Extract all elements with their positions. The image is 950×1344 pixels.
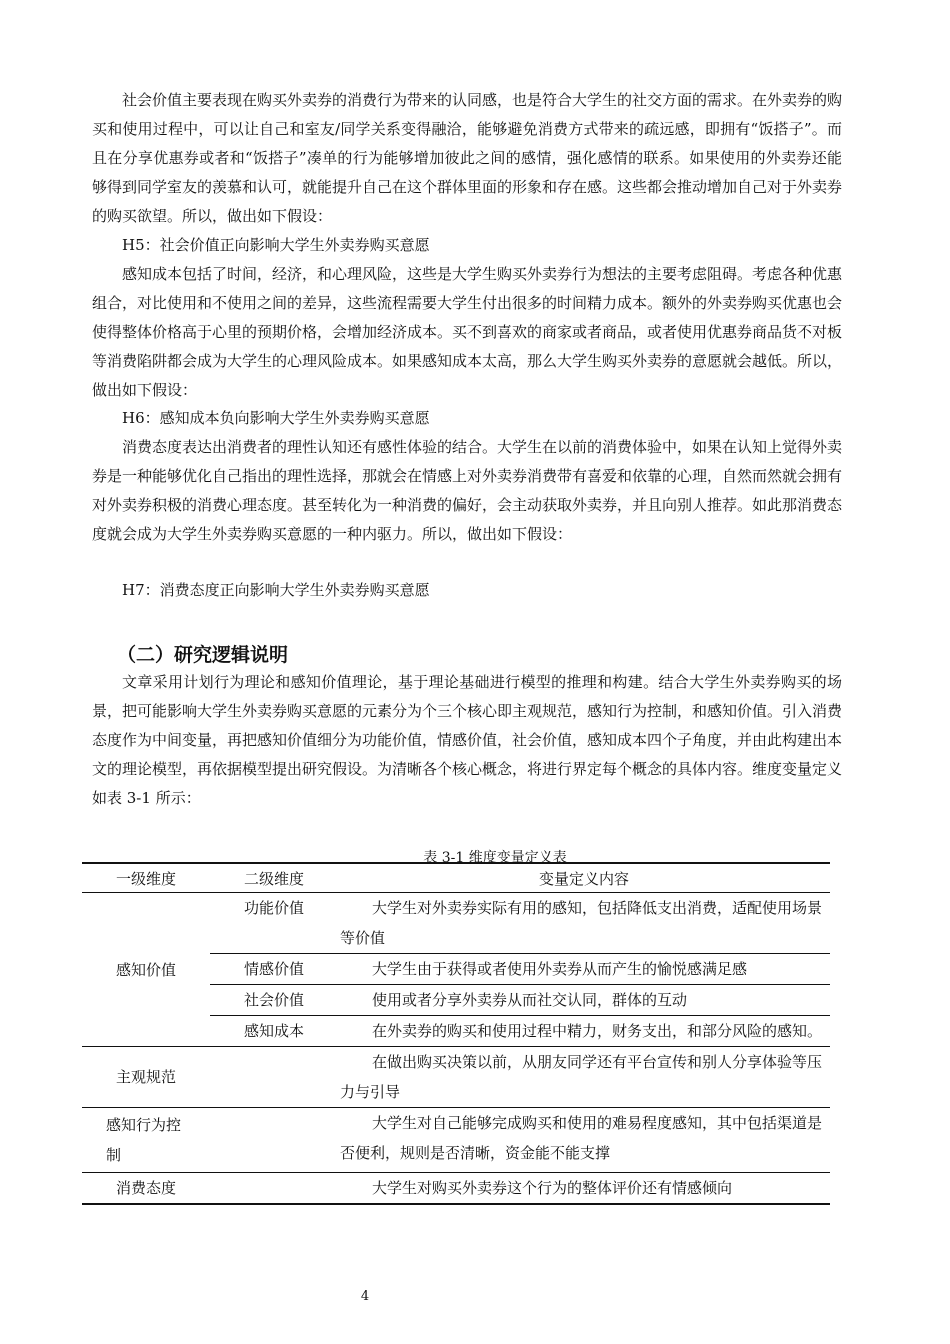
paragraph-research-logic: 文章采用计划行为理论和感知价值理论，基于理论基础进行模型的推理和构建。结合大学生外卖券购买的场景，把可能影响大学生外卖券购买意愿的元素分为个三个核心即主观规范，感知行为控制，和感知价值。引入消费态度作为中间变量，再把感知价值细分为功能价值，情感价值，社会价值，感知成本四个子角度，并由此构建出本文的理论模型，再依据模型提出研究假设。为清晰各个核心概念，将进行界定每个概念的具体内容。维度变量定义如表 3-1 所示：: [92, 673, 843, 807]
hypothesis-h7: H7：消费态度正向影响大学生外卖券购买意愿: [122, 581, 430, 599]
empty-cell: [210, 1108, 338, 1173]
paragraph-perceived-cost: 感知成本包括了时间，经济，和心理风险，这些是大学生购买外卖券行为想法的主要考虑阻碍。考虑各种优惠组合，对比使用和不使用之间的差异，这些流程需要大学生付出很多的时间精力成本。额外的外卖券购买优惠也会使得整体价格高于心里的预期价格，会增加经济成本。买不到喜欢的商家或者商品，或者使用优惠券商品货不对板等消费陷阱都会成为大学生的心理风险成本。如果感知成本太高，那么大学生购买外卖券的意愿就会越低。所以，做出如下假设：: [92, 265, 843, 399]
table-row: [82, 1173, 830, 1205]
table-row: [82, 893, 830, 954]
perceived-value-cell: 感知价值: [82, 893, 210, 1047]
definition-cell: 大学生由于获得或者使用外卖券从而产生的愉悦感满足感: [338, 954, 830, 985]
empty-cell: [210, 1047, 338, 1108]
sub-dimension-cell: 功能价值: [210, 893, 338, 954]
attitude-cell: 消费态度: [115, 1179, 176, 1197]
header-level1: 一级维度: [82, 863, 210, 893]
paragraph-attitude: 消费态度表达出消费者的理性认知还有感性体验的结合。大学生在以前的消费体验中，如果在认知上觉得外卖券是一种能够优化自己指出的理性选择，那就会在情感上对外卖券消费带有喜爱和依靠的心理，自然而然就会拥有对外卖券积极的消费心理态度。甚至转化为一种消费的偏好，会主动获取外卖券，并且向别人推荐。如此那消费态度就会成为大学生外卖券购买意愿的一种内驱力。所以，做出如下假设：: [92, 438, 843, 543]
hypothesis-h5: H5：社会价值正向影响大学生外卖券购买意愿: [122, 236, 430, 254]
table-row: [82, 1108, 830, 1173]
definition-cell: 在做出购买决策以前，从朋友同学还有平台宣传和别人分享体验等压力与引导: [338, 1047, 830, 1108]
sub-dimension-cell: 社会价值: [210, 985, 338, 1016]
sub-dimension-cell: 情感价值: [210, 954, 338, 985]
definition-cell: 大学生对外卖券实际有用的感知，包括降低支出消费，适配使用场景等价值: [338, 893, 830, 954]
sub-dimension-cell: 感知成本: [210, 1016, 338, 1047]
table-caption: 表 3-1 维度变量定义表: [423, 850, 567, 866]
page-number: 4: [360, 1289, 370, 1304]
definition-cell: 使用或者分享外卖券从而社交认同，群体的互动: [338, 985, 830, 1016]
paragraph-social-value: 社会价值主要表现在购买外卖券的消费行为带来的认同感，也是符合大学生的社交方面的需求。在外卖券的购买和使用过程中，可以让自己和室友/同学关系变得融洽，能够避免消费方式带来的疏远感，即拥有“饭搭子”。而且在分享优惠券或者和“饭搭子”凑单的行为能够增加彼此之间的感情，强化感情的联系。如果使用的外卖券还能够得到同学室友的羡慕和认可，就能提升自己在这个群体里面的形象和存在感。这些都会推动增加自己对于外卖券的购买欲望。所以，做出如下假设：: [92, 91, 843, 225]
table-row: [82, 1047, 830, 1108]
section-heading: （二）研究逻辑说明: [117, 644, 289, 666]
hypothesis-h6: H6：感知成本负向影响大学生外卖券购买意愿: [122, 409, 430, 427]
variable-definition-table: [82, 862, 830, 1205]
definition-cell: 大学生对自己能够完成购买和使用的难易程度感知，其中包括渠道是否便利，规则是否清晰，资金能不能支撑: [338, 1108, 830, 1173]
pbc-cell: [82, 1108, 210, 1173]
header-level2: 二级维度: [210, 863, 338, 893]
subjective-norm-cell: 主观规范: [82, 1047, 210, 1108]
definition-cell: 在外卖券的购买和使用过程中精力，财务支出，和部分风险的感知。: [338, 1016, 830, 1047]
table-header-row: [82, 863, 830, 893]
empty-cell: [210, 1173, 338, 1205]
header-definition: 变量定义内容: [338, 863, 830, 893]
definition-cell: 大学生对购买外卖券这个行为的整体评价还有情感倾向: [372, 1179, 733, 1197]
pbc-label: 感知行为控制: [106, 1116, 182, 1164]
